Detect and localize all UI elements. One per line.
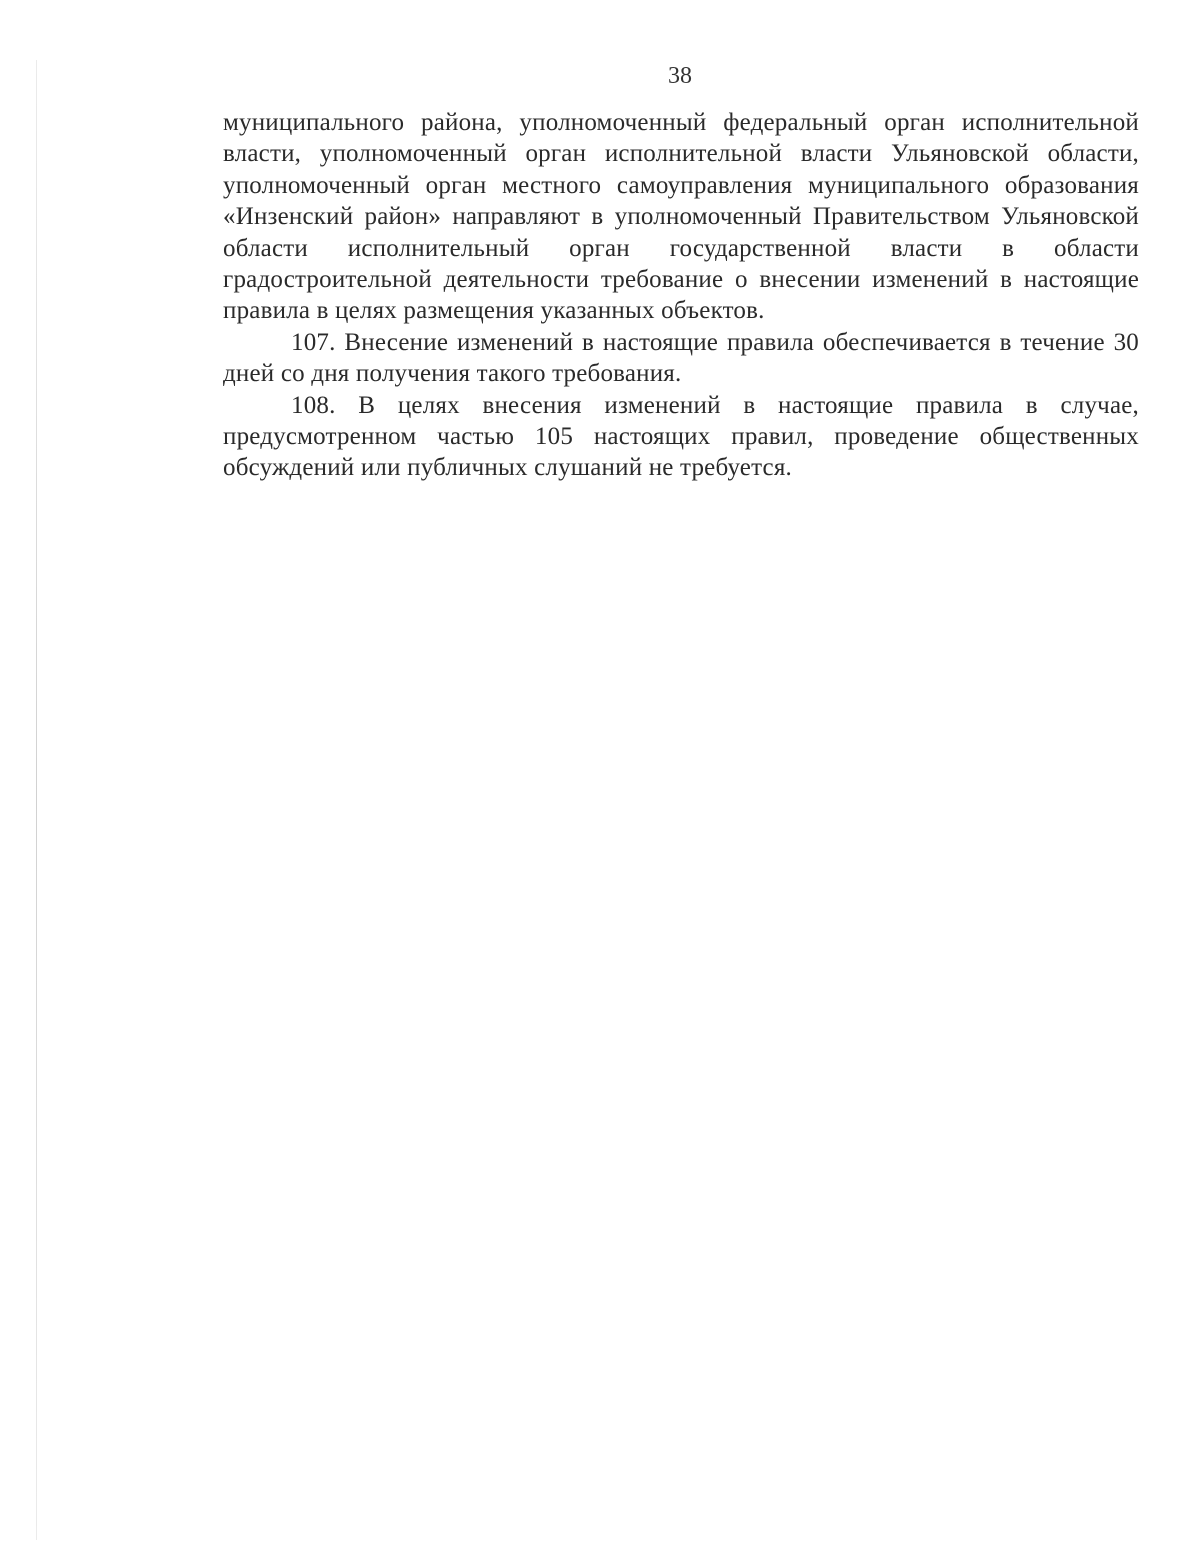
paragraph-continuation: муниципального района, уполномоченный федеральный орган исполнительной власти, уполномоченный орган исполнительной власти Ульяновской области, уполномоченный орган местного самоуправления муниципального образования «Инзенский район» направляют в уполномоченный Правительством Ульяновской области исполнительный орган государственной власти в области градостроительной деятельности требование о внесении изменений в настоящие правила в целях размещения указанных объектов.: [223, 109, 1139, 325]
document-body: [223, 107, 1139, 484]
page-number: 38: [668, 63, 692, 89]
paragraph-107: 107. Внесение изменений в настоящие правила обеспечивается в течение 30 дней со дня получения такого требования.: [223, 328, 1139, 388]
paragraph-108: 108. В целях внесения изменений в настоящие правила в случае, предусмотренном частью 105 настоящих правил, проведение общественных обсуждений или публичных слушаний не требуется.: [223, 391, 1139, 482]
scan-edge-line: [36, 60, 37, 1540]
